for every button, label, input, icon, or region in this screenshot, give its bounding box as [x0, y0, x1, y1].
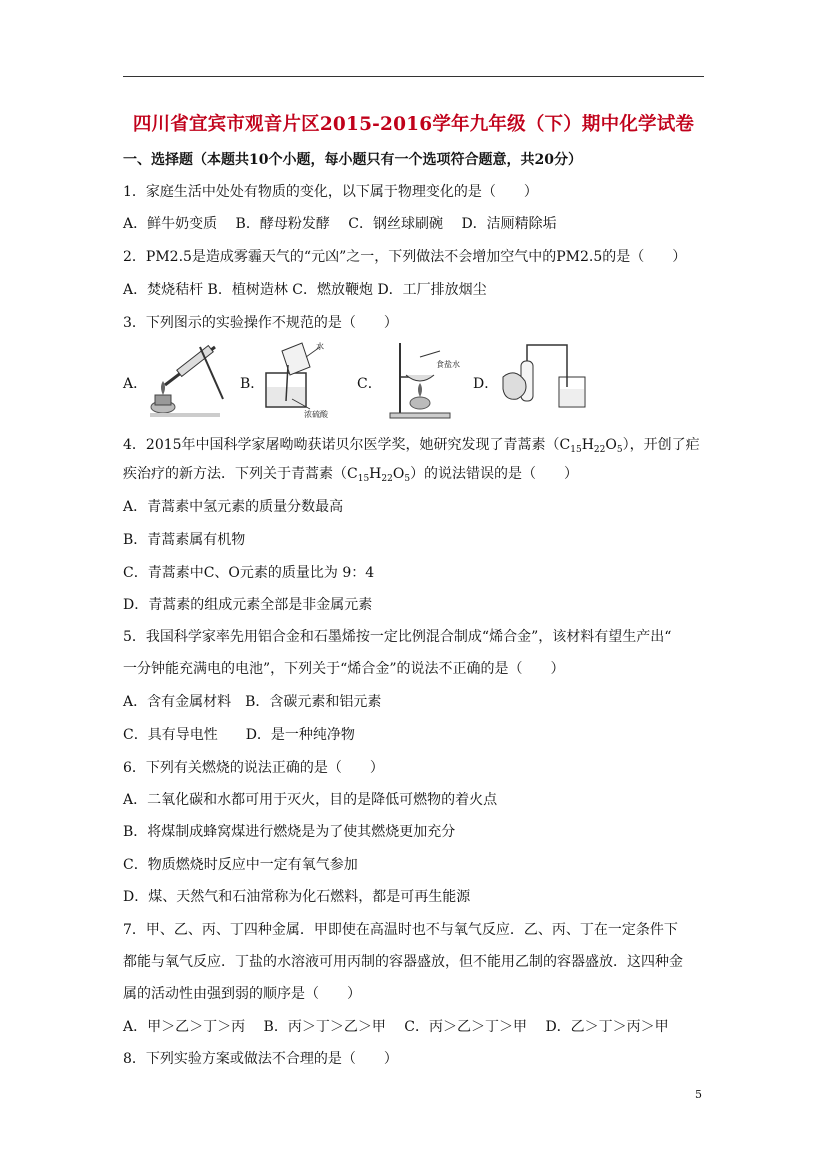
question-5-stem-line-1: 5．我国科学家率先用铝合金和石墨烯按一定比例混合制成“烯合金”，该材料有望生产出“ [123, 629, 672, 645]
fig-c-saltwater-label: 食盐水 [436, 360, 460, 369]
question-1-options: A．鲜牛奶变质 B．酵母粉发酵 C．钢丝球刷碗 D．洁厕精除垢 [123, 216, 557, 232]
q3-label-c: C． [357, 376, 382, 392]
fig-b-water-label: 水 [316, 342, 324, 351]
question-5-stem-line-2: 一分钟能充满电的电池”，下列关于“烯合金”的说法不正确的是（ ） [123, 661, 565, 677]
q3-label-d: D． [473, 376, 499, 392]
figure-a-heating-test-tube [145, 337, 235, 421]
question-2-stem: 2．PM2.5是造成雾霾天气的“元凶”之一，下列做法不会增加空气中的PM2.5的是（ ） [123, 249, 687, 265]
q3-label-a: A． [123, 376, 148, 392]
question-4-stem-line-1: 4．2015年中国科学家屠呦呦获诺贝尔医学奖，她研究发现了青蒿素$(C_{15}H_{22}O_5)$，开创了疟 [123, 437, 700, 455]
figure-d-airtightness-check [495, 337, 595, 421]
question-4-option-d: D．青蒿素的组成元素全部是非金属元素 [123, 597, 373, 613]
question-7-stem-line-1: 7．甲、乙、丙、丁四种金属．甲即使在高温时也不与氧气反应．乙、丙、丁在一定条件下 [123, 922, 678, 938]
question-6-option-a: A．二氧化碳和水都可用于灭火，目的是降低可燃物的着火点 [123, 792, 498, 808]
fig-b-acid-label: 浓硫酸 [304, 410, 328, 419]
question-2-options: A．焚烧秸杆 B．植树造林 C．燃放鞭炮 D．工厂排放烟尘 [123, 282, 487, 298]
question-8-stem: 8．下列实验方案或做法不合理的是（ ） [123, 1051, 398, 1067]
question-5-options-line-2: C．具有导电性 D．是一种纯净物 [123, 727, 355, 743]
question-3-stem: 3．下列图示的实验操作不规范的是（ ） [123, 315, 398, 331]
question-7-stem-line-3: 属的活动性由强到弱的顺序是（ ） [123, 986, 361, 1002]
document-title: 四川省宜宾市观音片区2015-2016学年九年级（下）期中化学试卷 [132, 114, 695, 135]
question-7-stem-line-2: 都能与氧气反应．丁盐的水溶液可用丙制的容器盛放，但不能用乙制的容器盛放．这四种金 [123, 954, 683, 970]
q3-label-b: B． [240, 376, 265, 392]
question-6-option-c: C．物质燃烧时反应中一定有氧气参加 [123, 857, 358, 873]
question-4-option-c: C．青蒿素中C、O元素的质量比为 9：4 [123, 565, 375, 581]
question-6-option-b: B．将煤制成蜂窝煤进行燃烧是为了使其燃烧更加充分 [123, 824, 456, 840]
figure-b-diluting-acid [262, 337, 342, 421]
question-1-stem: 1．家庭生活中处处有物质的变化，以下属于物理变化的是（ ） [123, 184, 538, 200]
question-4-option-b: B．青蒿素属有机物 [123, 532, 246, 548]
question-6-stem: 6．下列有关燃烧的说法正确的是（ ） [123, 760, 384, 776]
header-rule [123, 76, 704, 77]
question-4-option-a: A．青蒿素中氢元素的质量分数最高 [123, 499, 344, 515]
question-7-options: A．甲＞乙＞丁＞丙 B．丙＞丁＞乙＞甲 C．丙＞乙＞丁＞甲 D．乙＞丁＞丙＞甲 [123, 1019, 669, 1035]
question-5-options-line-1: A．含有金属材料 B．含碳元素和铝元素 [123, 694, 382, 710]
page-number: 5 [695, 1088, 702, 1101]
question-6-option-d: D．煤、天然气和石油常称为化石燃料，都是可再生能源 [123, 889, 471, 905]
section-heading: 一、选择题（本题共10个小题，每小题只有一个选项符合题意，共20分） [123, 152, 582, 168]
question-4-stem-line-2: 疾治疗的新方法．下列关于青蒿素$(C_{15}H_{22}O_5)$的说法错误的是（ ） [123, 466, 579, 484]
figure-c-evaporation [380, 337, 465, 421]
